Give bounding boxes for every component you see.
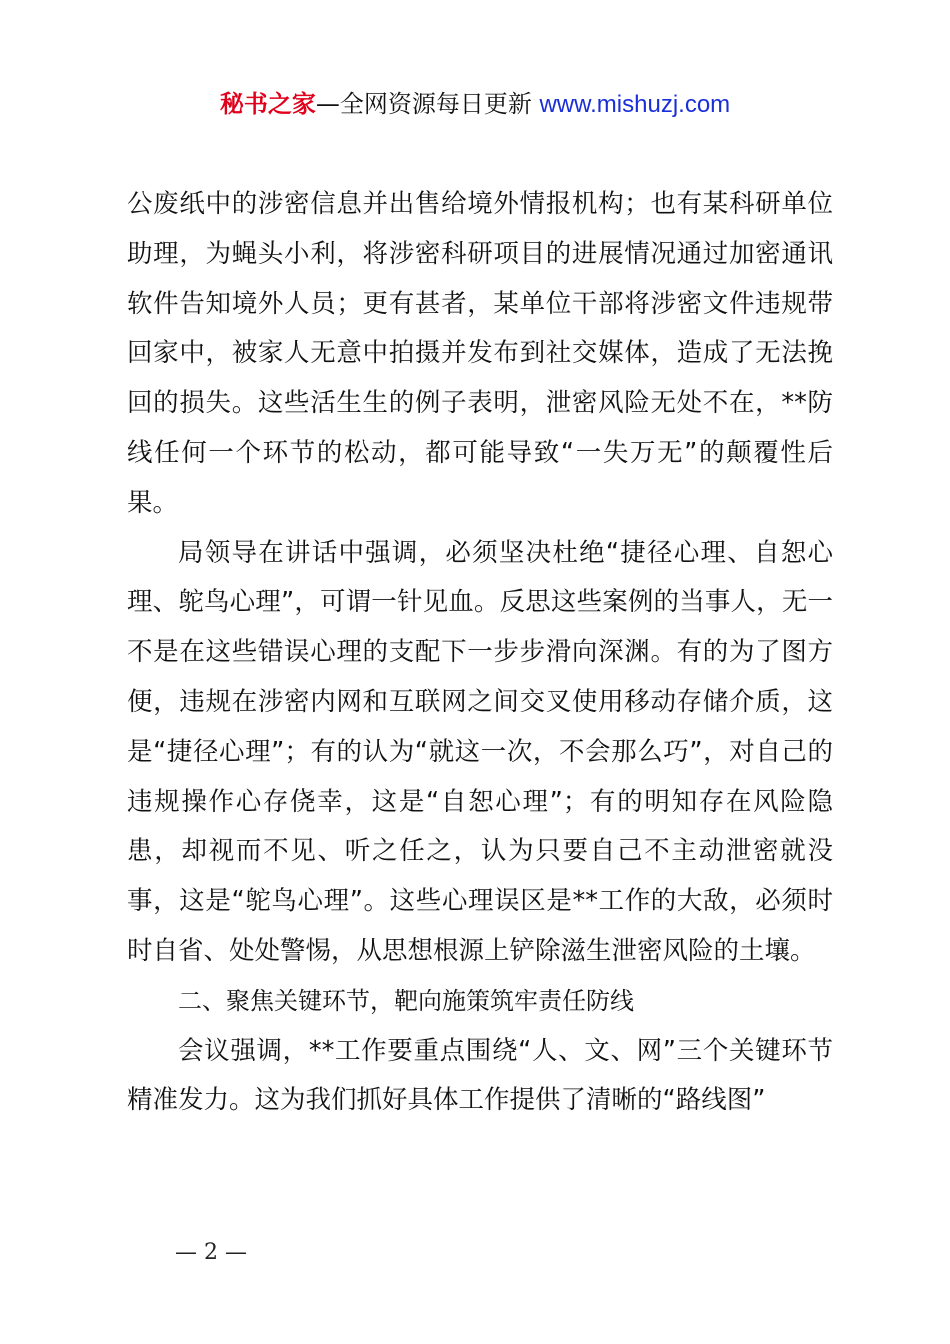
page-number: — 2 — — [175, 1240, 247, 1265]
paragraph-continued: 公废纸中的涉密信息并出售给境外情报机构；也有某科研单位助理，为蝇头小利，将涉密科研项目的进展情况通过加密通讯软件告知境外人员；更有甚者，某单位干部将涉密文件违规带回家中，被家人无意中拍摄并发布到社交媒体，造成了无法挽回的损失。这些活生生的例子表明，泄密风险无处不在，**防线任何一个环节的松动，都可能导致“一失万无”的颠覆性后果。 — [127, 189, 833, 518]
section-heading: 二、聚焦关键环节，靶向施策筑牢责任防线 — [178, 986, 634, 1015]
brand-name: 秘书之家 — [219, 90, 316, 118]
header-tagline: —全网资源每日更新 — [315, 90, 540, 118]
website-url[interactable]: www.mishuzj.com — [539, 91, 731, 118]
document-body — [127, 180, 833, 1126]
paragraph: 会议强调，**工作要重点围绕“人、文、网”三个关键环节精准发力。这为我们抓好具体工作提供了清晰的“路线图” — [127, 1035, 833, 1116]
paragraph: 局领导在讲话中强调，必须坚决杜绝“捷径心理、自恕心理、鸵鸟心理”，可谓一针见血。反思这些案例的当事人，无一不是在这些错误心理的支配下一步步滑向深渊。有的为了图方便，违规在涉密内网和互联网之间交叉使用移动存储介质，这是“捷径心理”；有的认为“就这一次，不会那么巧”，对自己的违规操作心存侥幸，这是“自恕心理”；有的明知存在风险隐患，却视而不见、听之任之，认为只要自己不主动泄密就没事，这是“鸵鸟心理”。这些心理误区是**工作的大敌，必须时时自省、处处警惕，从思想根源上铲除滋生泄密风险的土壤。 — [127, 537, 833, 966]
page-header — [0, 86, 950, 123]
